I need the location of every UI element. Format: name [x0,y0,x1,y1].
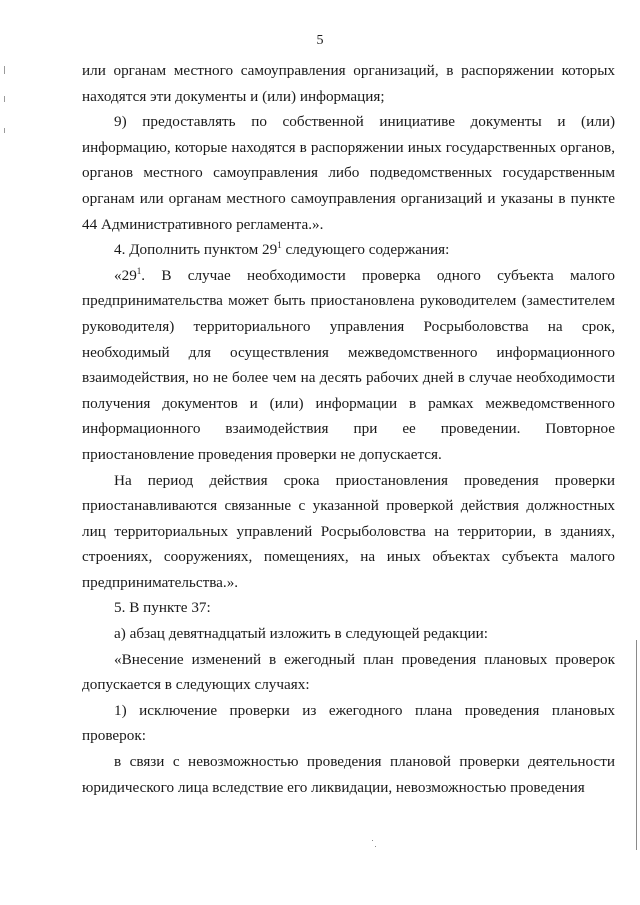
paragraph-suspension-text: На период действия срока приостановления проведения проверки приостанавливаются связанные с указанной проверкой действия должностных лиц территориальных управлений Росрыболовства на территории, в зданиях, строениях, сооружениях, помещениях, на иных объектах субъекта малого предпринимательства.». [82,471,615,591]
paragraph-plan-changes [82,647,615,698]
paragraph-case-1-text: 1) исключение проверки из ежегодного плана проведения плановых проверок: [82,701,615,745]
paragraph-plan-changes-text: «Внесение изменений в ежегодный план проведения плановых проверок допускается в следующих случаях: [82,650,615,694]
paragraph-case-1 [82,698,615,749]
paragraph-1 [82,58,615,109]
paragraph-amend-4-before: 4. Дополнить пунктом 29 [114,241,278,259]
document-body [82,58,615,800]
superscript: 1 [136,265,142,276]
paragraph-clause-29-1-after: . В случае необходимости проверка одного субъекта малого предпринимательства может быть приостановлена руководителем (заместителем руководителя) территориального управления Росрыболовства на срок, необходимый для осуществления межведомственного информационного взаимодействия, но не более чем на десять рабочих дней в случае необходимости получения документов и (или) информации в рамках межведомственного информационного взаимодействия при ее проведении. Повторное приостановление проведения проверки не допускается. [82,266,615,463]
paragraph-clause-29-1-before: «29 [114,266,137,284]
superscript: 1 [277,240,282,251]
paragraph-amend-5 [82,595,615,621]
paragraph-suspension [82,468,615,596]
paragraph-subitem-a [82,621,615,647]
paragraph-amend-4-after: следующего содержания: [281,241,450,259]
paragraph-liquidation [82,749,615,800]
paragraph-1-text: или органам местного самоуправления организаций, в распоряжении которых находятся эти документы и (или) информация; [82,62,615,105]
paragraph-liquidation-text: в связи с невозможностью проведения плановой проверки деятельности юридического лица вследствие его ликвидации, невозможностью проведения [82,753,615,796]
paragraph-item-9 [82,109,615,237]
scan-speck [375,846,376,847]
paragraph-item-9-text: 9) предоставлять по собственной инициативе документы и (или) информацию, которые находятся в распоряжении иных государственных органов, органов местного самоуправления либо подведомственных государственным органам или органам местного самоуправления организаций и указаны в пункте 44 Административного регламента.». [82,113,615,233]
paragraph-clause-29-1 [82,263,615,468]
scan-edge-mark [4,128,5,133]
scan-speck [372,840,373,841]
paragraph-amend-4 [82,237,615,263]
scan-edge-mark [4,96,5,102]
paragraph-amend-5-text: 5. В пункте 37: [114,599,211,617]
paragraph-subitem-a-text: а) абзац девятнадцатый изложить в следующей редакции: [114,625,488,643]
page-number: 5 [316,33,324,48]
scan-edge-line [636,640,637,850]
scan-edge-mark [4,66,5,74]
